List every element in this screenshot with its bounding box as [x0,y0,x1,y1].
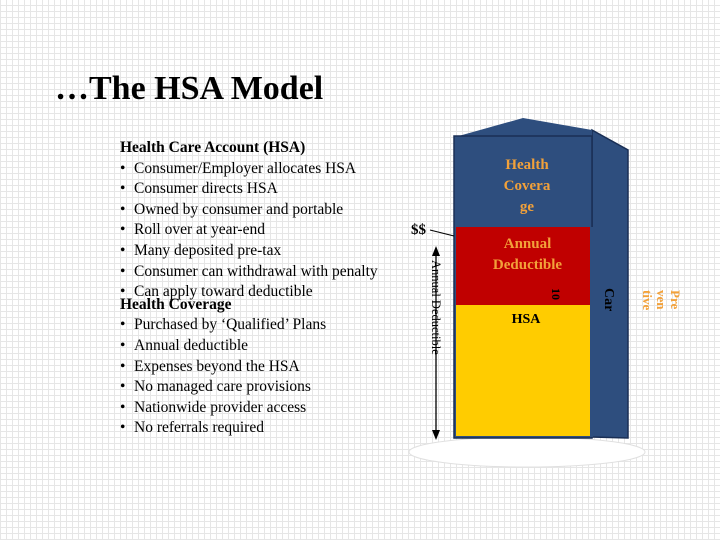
bullet-icon: • [120,262,126,280]
axis-arrow-up-icon [432,246,440,256]
list-item: • Annual deductible [120,336,420,357]
dollar-pointer [430,230,454,236]
list-item: • Purchased by ‘Qualified’ Plans [120,315,420,336]
dollar-label: $$ [411,222,426,238]
list-item: • No managed care provisions [120,377,420,398]
list-item: • Consumer can withdrawal with penalty [120,262,420,283]
side-label-car: Car [601,288,616,312]
bullet-icon: • [120,159,126,177]
building-side [592,130,628,438]
bullet-icon: • [120,180,126,198]
side-label-partial: 10 [549,288,563,300]
list-item: • Expenses beyond the HSA [120,357,420,378]
bullet-icon: • [120,419,126,437]
bullet-icon: • [120,221,126,239]
bullet-icon: • [120,398,126,416]
axis-arrow-down-icon [432,430,440,440]
side-label-preventive: Pre ven tive [640,290,683,311]
bullet-icon: • [120,336,126,354]
list-item: • Owned by consumer and portable [120,200,420,221]
list-item: • Consumer/Employer allocates HSA [120,159,420,180]
bullet-icon: • [120,200,126,218]
ground-ellipse [409,437,645,467]
health-coverage-label: Health Covera ge [503,157,551,215]
bullet-icon: • [120,378,126,396]
list-item: • No referrals required [120,418,420,439]
bullet-icon: • [120,241,126,259]
bullet-icon: • [120,283,126,301]
list-item: • Can apply toward deductible [120,282,420,303]
slide-title: …The HSA Model [55,70,324,107]
bullet-icon: • [120,316,126,334]
coverage-heading: Health Coverage [120,295,232,313]
list-item: • Many deposited pre-tax [120,241,420,262]
bullet-icon: • [120,357,126,375]
account-heading: Health Care Account (HSA) [120,139,306,156]
hsa-label: HSA [511,312,541,327]
divider [590,227,593,437]
list-item: • Roll over at year-end [120,220,420,241]
annual-deductible-label: Annual Deductible [492,236,563,273]
list-item: • Consumer directs HSA [120,179,420,200]
annual-deductible-axis-label: Annual Deductible [429,260,443,355]
list-item: • Nationwide provider access [120,398,420,419]
